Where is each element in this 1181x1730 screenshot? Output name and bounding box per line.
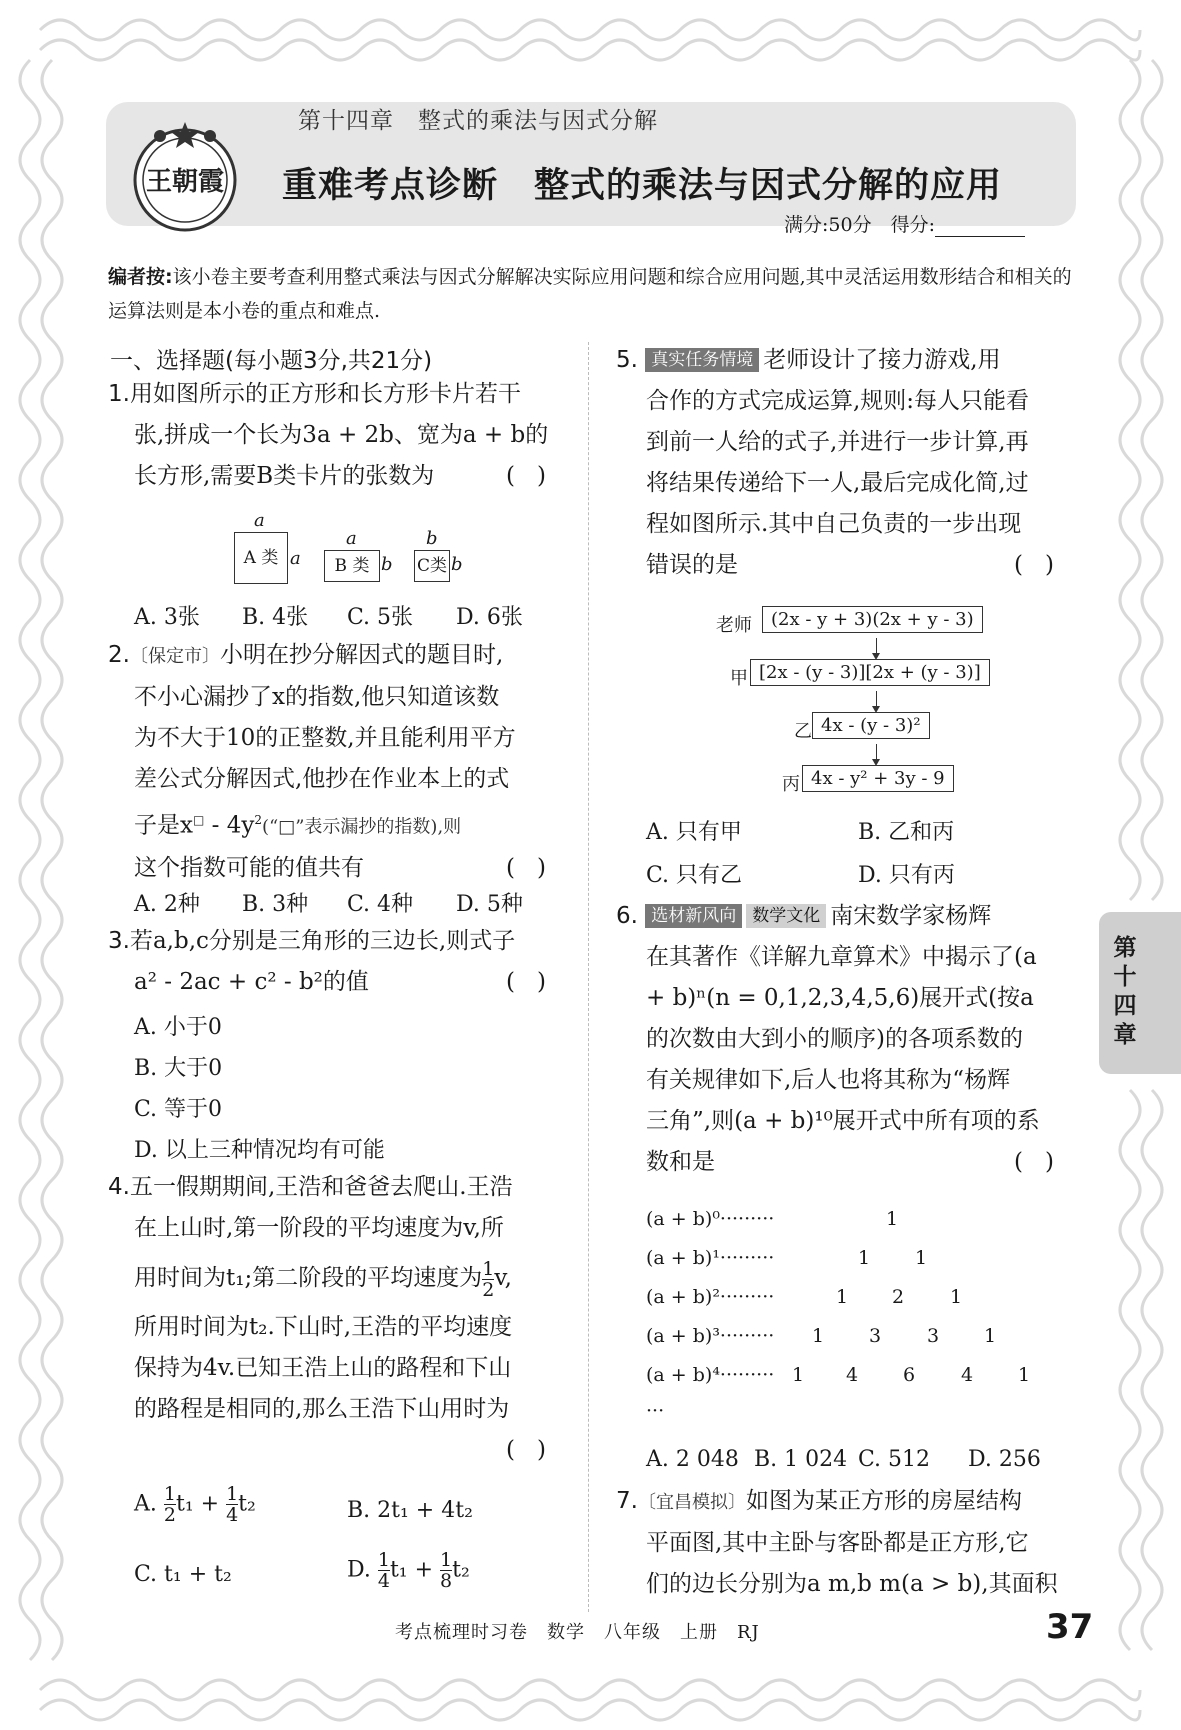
card-c-side: b — [451, 554, 463, 575]
q4-option-a[interactable]: A. $\frac{1}{2}$ t₁ + $\frac{1}{4}$ t₂ — [134, 1483, 256, 1526]
card-c-top: b — [426, 528, 438, 549]
q1-option-b[interactable]: B. 4张 — [242, 605, 309, 630]
triangle-value: 1 — [886, 1208, 899, 1230]
flow-label-jia: 甲 — [730, 668, 748, 689]
triangle-value: 3 — [927, 1325, 940, 1347]
flow-arrow — [876, 638, 877, 658]
score-blank[interactable] — [935, 218, 1025, 237]
card-b-top: a — [346, 528, 357, 549]
triangle-value: 6 — [903, 1364, 916, 1386]
chapter-heading: 第十四章 整式的乘法与因式分解 — [298, 108, 658, 134]
flow-label-yi: 乙 — [794, 721, 812, 742]
question-6: 6. 选材新风向 数学文化 南宋数学家杨辉 在其著作《详解九章算术》中揭示了(a + b)ⁿ(n = 0,1,2,3,4,5,6)展开式(按a 的次数由大到小的顺序)的各项系数的 有关规律如下,后人也将其称为“杨辉 三角”,则(a + b)¹⁰展开式中所有项的系 数和是 () — [616, 896, 1076, 1183]
trend-tag: 选材新风向 — [645, 904, 742, 928]
q5-option-d[interactable]: D. 只有丙 — [858, 863, 955, 888]
triangle-value: 1 — [858, 1247, 871, 1269]
question-7: 7.〔宜昌模拟〕如图为某正方形的房屋结构 平面图,其中主卧与客卧都是正方形,它 们的边长分别为a m,b m(a > b),其面积 — [616, 1488, 1058, 1597]
triangle-ellipsis: ··· — [646, 1400, 665, 1422]
flow-arrow — [876, 744, 877, 764]
triangle-row-1-label: (a + b)¹········· — [646, 1247, 775, 1269]
q5-option-c[interactable]: C. 只有乙 — [646, 863, 743, 888]
q1-option-c[interactable]: C. 5张 — [347, 605, 414, 630]
triangle-value: 1 — [984, 1325, 997, 1347]
svg-text:王朝霞: 王朝霞 — [145, 167, 225, 197]
answer-paren[interactable]: () — [1014, 552, 1076, 578]
flow-label-bing: 丙 — [782, 774, 800, 795]
q3-option-a[interactable]: A. 小于0 — [134, 1015, 222, 1040]
q4-option-d[interactable]: D. $\frac{1}{4}$ t₁ + $\frac{1}{8}$ t₂ — [347, 1549, 470, 1592]
footer-text: 考点梳理时习卷 数学 八年级 上册 RJ — [395, 1622, 760, 1643]
fraction: $\frac{1}{2}$ — [482, 1257, 495, 1301]
q4-option-c[interactable]: C. t₁ + t₂ — [134, 1562, 232, 1587]
q1-option-d[interactable]: D. 6张 — [456, 605, 523, 630]
editor-note-label: 编者按: — [108, 266, 173, 288]
task-tag: 真实任务情境 — [645, 348, 759, 372]
q5-option-b[interactable]: B. 乙和丙 — [858, 820, 955, 845]
card-b-side: b — [381, 554, 393, 575]
q4-option-b[interactable]: B. 2t₁ + 4t₂ — [347, 1498, 473, 1523]
answer-paren[interactable]: () — [1014, 1149, 1076, 1175]
section-title: 一、选择题(每小题3分,共21分) — [110, 348, 433, 374]
flow-label-teacher: 老师 — [716, 615, 752, 636]
page-title: 重难考点诊断 整式的乘法与因式分解的应用 — [282, 166, 1003, 206]
q6-option-a[interactable]: A. 2 048 — [646, 1447, 739, 1472]
question-1: 1.用如图所示的正方形和长方形卡片若干 张,拼成一个长为3a + 2b、宽为a + b的 长方形,需要B类卡片的张数为 () — [108, 374, 568, 497]
triangle-row-2-label: (a + b)²········· — [646, 1286, 775, 1308]
triangle-value: 1 — [792, 1364, 805, 1386]
flow-step-jia: [2x - (y - 3)][2x + (y - 3)] — [750, 659, 990, 686]
question-5: 5. 真实任务情境 老师设计了接力游戏,用 合作的方式完成运算,规则:每人只能看 到前一人给的式子,并进行一步计算,再 将结果传递给下一人,最后完成化简,过 程如图所示.其中自己负责的一步出现 错误的是 () — [616, 340, 1076, 586]
triangle-value: 2 — [892, 1286, 905, 1308]
q3-option-b[interactable]: B. 大于0 — [134, 1056, 223, 1081]
q6-option-d[interactable]: D. 256 — [968, 1447, 1041, 1472]
column-divider — [588, 342, 589, 1612]
triangle-value: 1 — [915, 1247, 928, 1269]
card-c: C类 — [414, 550, 450, 582]
flow-step-bing: 4x - y² + 3y - 9 — [802, 765, 954, 792]
card-a-side: a — [290, 548, 301, 569]
triangle-value: 1 — [836, 1286, 849, 1308]
answer-paren[interactable]: () — [506, 463, 568, 489]
q2-option-d[interactable]: D. 5种 — [456, 892, 523, 917]
triangle-value: 1 — [812, 1325, 825, 1347]
triangle-value: 1 — [950, 1286, 963, 1308]
triangle-row-3-label: (a + b)³········· — [646, 1325, 775, 1347]
q2-option-c[interactable]: C. 4种 — [347, 892, 414, 917]
chapter-side-tab-label: 第十四章 — [1113, 935, 1137, 1048]
answer-paren[interactable]: () — [506, 1437, 568, 1463]
q3-option-d[interactable]: D. 以上三种情况均有可能 — [134, 1138, 385, 1163]
flow-step-teacher: (2x - y + 3)(2x + y - 3) — [762, 606, 983, 633]
q2-option-a[interactable]: A. 2种 — [134, 892, 200, 917]
triangle-value: 4 — [846, 1364, 859, 1386]
flow-arrow — [876, 691, 877, 711]
question-3: 3.若a,b,c分别是三角形的三边长,则式子 a² - 2ac + c² - b²的值 () — [108, 921, 568, 1003]
brand-logo — [130, 118, 240, 236]
q2-option-b[interactable]: B. 3种 — [242, 892, 309, 917]
score-line: 满分:50分 得分: — [784, 210, 1025, 237]
triangle-value: 1 — [1018, 1364, 1031, 1386]
answer-paren[interactable]: () — [506, 969, 568, 995]
q5-option-a[interactable]: A. 只有甲 — [646, 820, 742, 845]
flow-step-yi: 4x - (y - 3)² — [812, 712, 930, 739]
source-tag: 〔宜昌模拟〕 — [637, 1492, 746, 1513]
card-a: A 类 — [234, 532, 288, 584]
editor-note-text: 该小卷主要考查利用整式乘法与因式分解解决实际应用问题和综合应用问题,其中灵活运用数形结合和相关的运算法则是本小卷的重点和难点. — [108, 266, 1072, 322]
question-4: 4.五一假期期间,王浩和爸爸去爬山.王浩 在上山时,第一阶段的平均速度为v,所 用时间为t₁;第二阶段的平均速度为 $\frac{1}{2}$ v, 所用时间为t₂.下山时,王浩的平均速度 保持为4v.已知王浩上山的路程和下山 的路程是相同的,那么王浩下山用时为 () — [108, 1167, 568, 1471]
page-number: 37 — [1046, 1607, 1094, 1647]
culture-tag: 数学文化 — [746, 904, 826, 928]
triangle-value: 4 — [961, 1364, 974, 1386]
source-tag: 〔保定市〕 — [129, 646, 220, 667]
question-2: 2.〔保定市〕小明在抄分解因式的题目时, 不小心漏抄了x的指数,他只知道该数 为不大于10的正整数,并且能利用平方 差公式分解因式,他抄在作业本上的式 子是$x^□ - 4y^2(“□$”表示漏抄的指数),则 这个指数可能的值共有 () — [108, 635, 568, 889]
q1-option-a[interactable]: A. 3张 — [134, 605, 200, 630]
q3-option-c[interactable]: C. 等于0 — [134, 1097, 223, 1122]
triangle-row-4-label: (a + b)⁴········· — [646, 1364, 775, 1386]
triangle-value: 3 — [869, 1325, 882, 1347]
triangle-row-0-label: (a + b)⁰········· — [646, 1208, 775, 1230]
q6-option-c[interactable]: C. 512 — [858, 1447, 931, 1472]
answer-paren[interactable]: () — [506, 854, 568, 881]
q6-option-b[interactable]: B. 1 024 — [754, 1447, 848, 1472]
card-b: B 类 — [324, 550, 380, 582]
card-a-top: a — [254, 510, 265, 531]
editor-note — [108, 260, 1078, 328]
